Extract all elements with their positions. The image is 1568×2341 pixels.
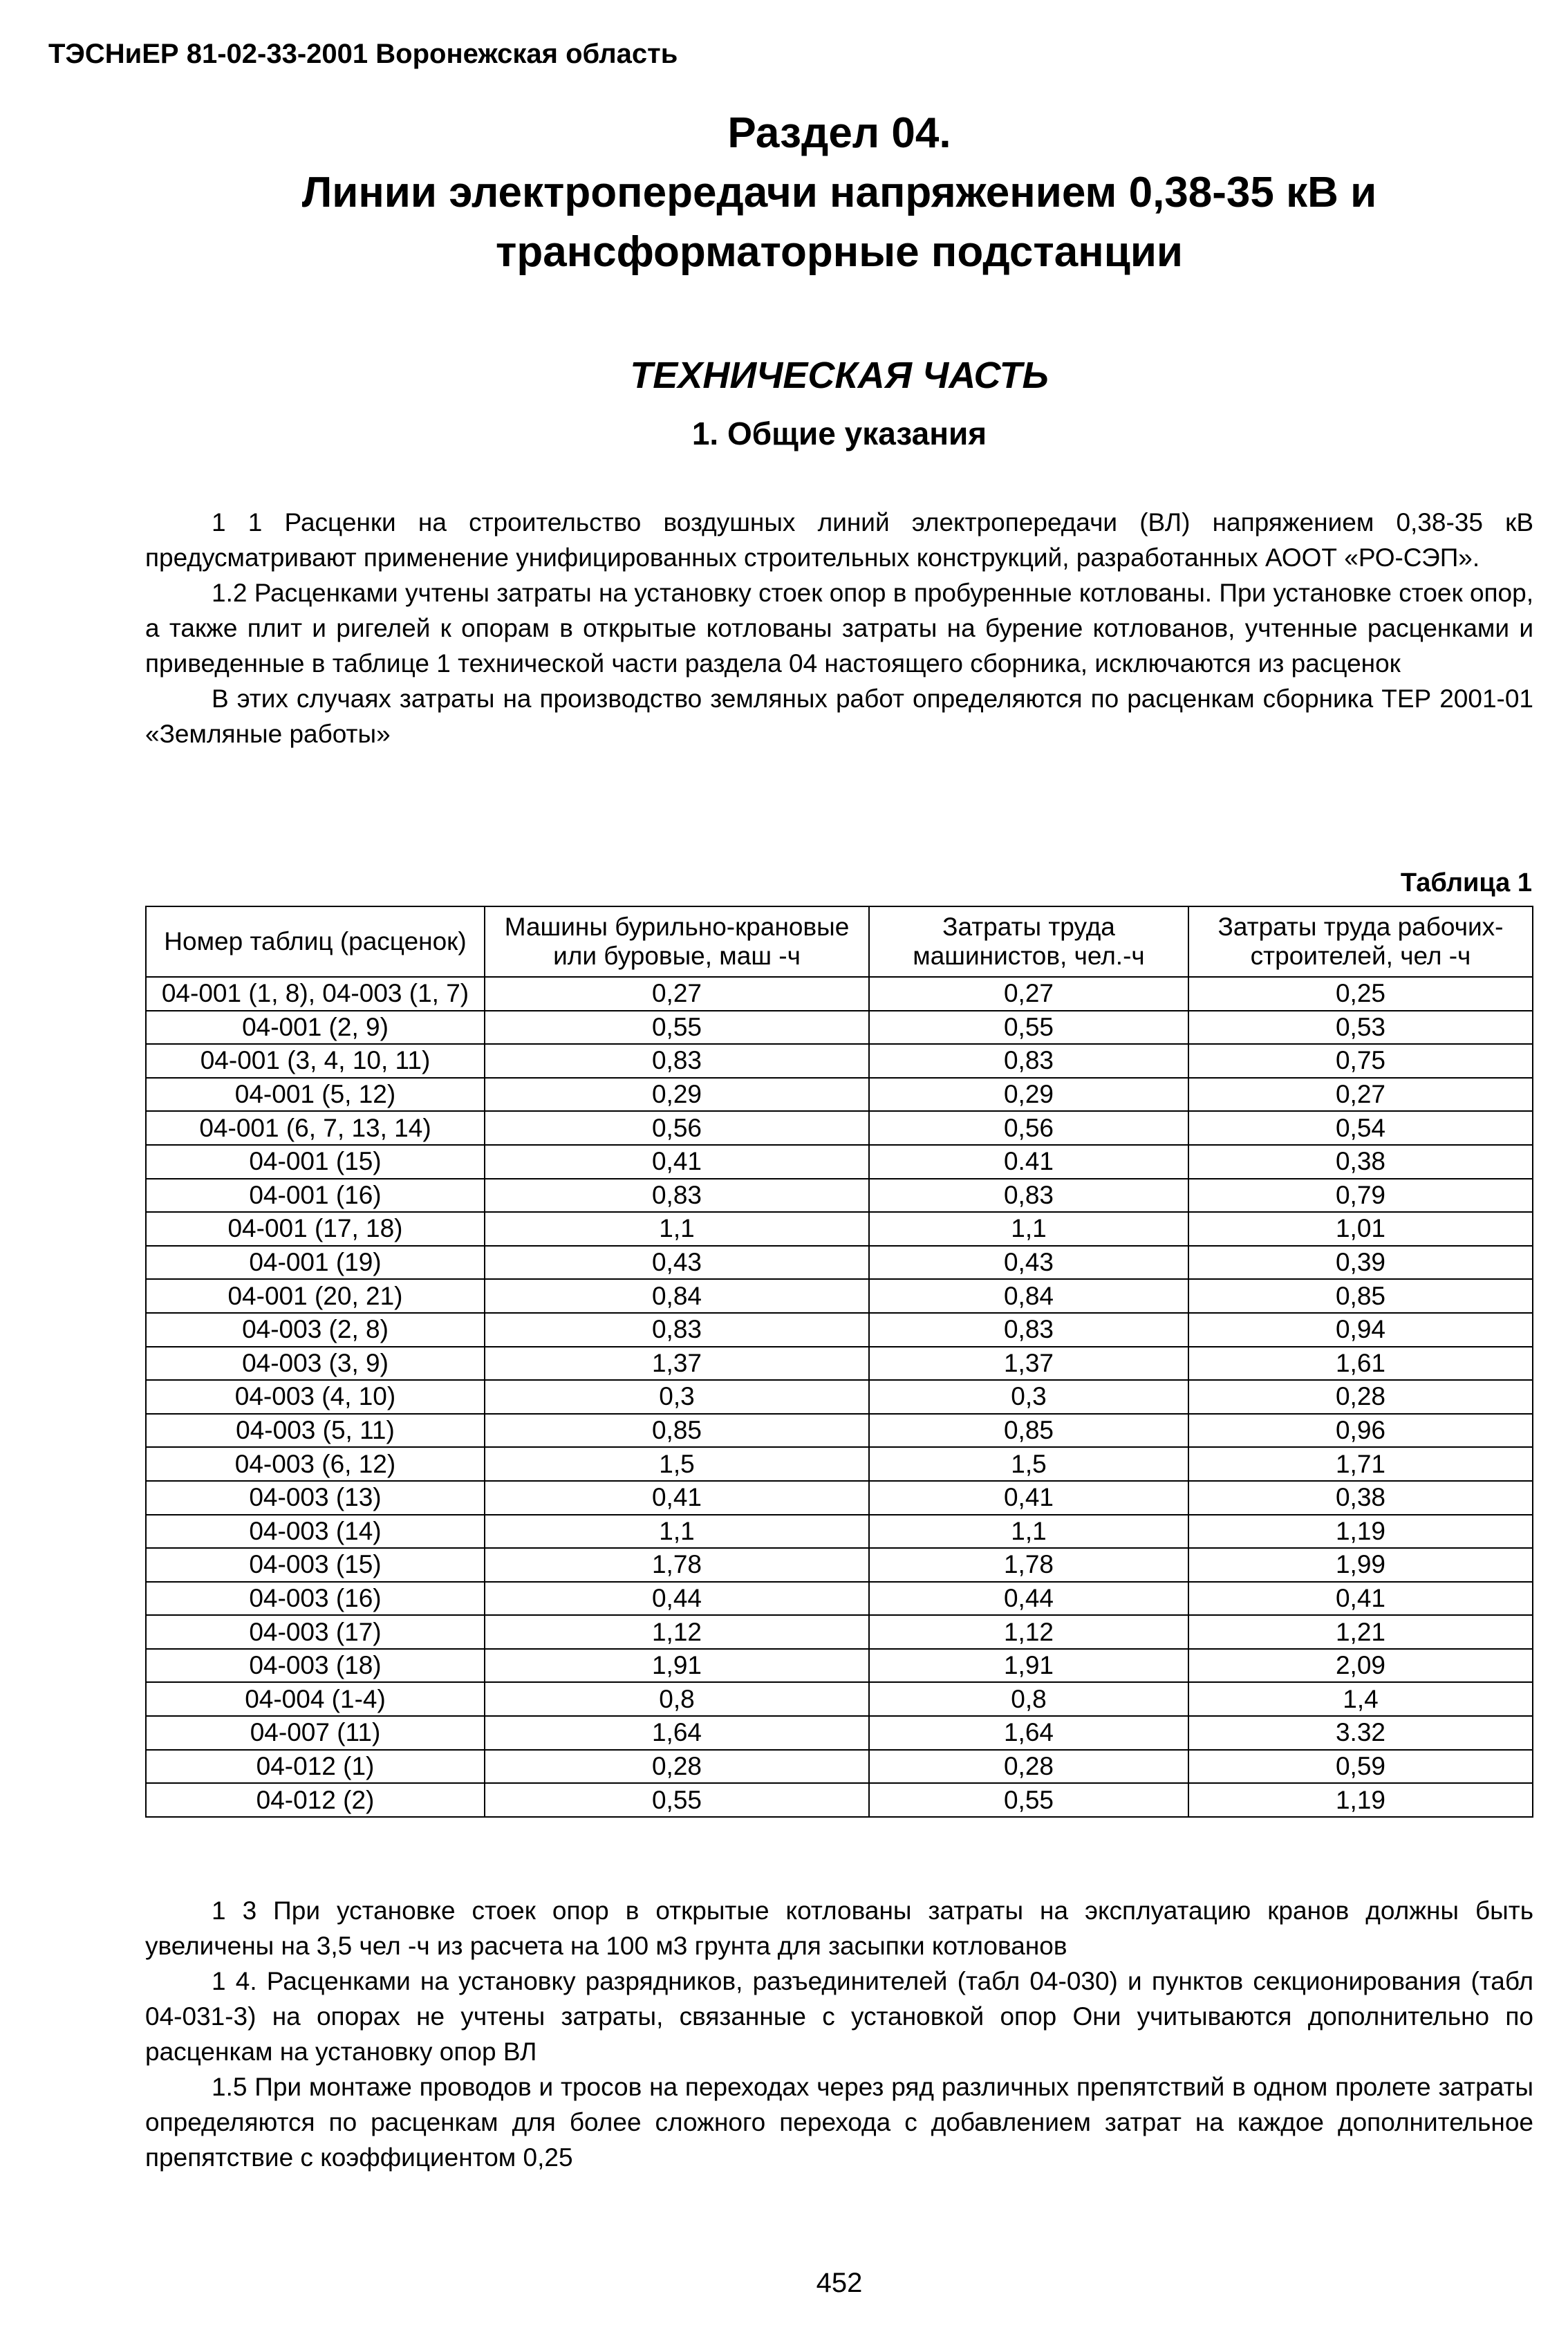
table-cell-value: 1,64: [869, 1716, 1188, 1750]
table-cell-value: 0,84: [485, 1279, 869, 1313]
table-cell-value: 0,55: [869, 1783, 1188, 1817]
table-cell-code: 04-004 (1-4): [146, 1682, 485, 1716]
table-cell-value: 1,71: [1188, 1447, 1533, 1481]
table-row: [146, 1279, 1533, 1313]
table-cell-value: 0,83: [485, 1179, 869, 1213]
table-cell-code: 04-001 (19): [146, 1246, 485, 1280]
table-cell-value: 0,29: [485, 1078, 869, 1112]
header-operator-labor: Затраты труда машинистов, чел.-ч: [869, 906, 1188, 977]
table-cell-value: 0,41: [485, 1145, 869, 1179]
header-worker-labor: Затраты труда рабочих-строителей, чел -ч: [1188, 906, 1533, 977]
table-cell-value: 1,12: [485, 1615, 869, 1649]
table-cell-code: 04-001 (1, 8), 04-003 (1, 7): [146, 977, 485, 1011]
table-cell-value: 0,55: [869, 1011, 1188, 1045]
table-cell-code: 04-001 (17, 18): [146, 1212, 485, 1246]
table-row: [146, 1347, 1533, 1381]
table-cell-value: 1,37: [869, 1347, 1188, 1381]
table-row: [146, 1145, 1533, 1179]
table-row: [146, 1548, 1533, 1582]
table-cell-code: 04-001 (2, 9): [146, 1011, 485, 1045]
table-cell-value: 0,43: [869, 1246, 1188, 1280]
table-cell-value: 0,84: [869, 1279, 1188, 1313]
table-cell-code: 04-001 (5, 12): [146, 1078, 485, 1112]
table-cell-value: 1,21: [1188, 1615, 1533, 1649]
table-cell-value: 0,27: [869, 977, 1188, 1011]
table-cell-code: 04-001 (20, 21): [146, 1279, 485, 1313]
table-cell-value: 1,91: [485, 1649, 869, 1683]
table-cell-value: 0,41: [485, 1481, 869, 1515]
table-cell-value: 1,19: [1188, 1515, 1533, 1549]
table-cell-value: 0,83: [869, 1179, 1188, 1213]
table-row: [146, 1044, 1533, 1078]
table-cell-code: 04-001 (16): [146, 1179, 485, 1213]
table-cell-value: 0,83: [869, 1313, 1188, 1347]
section-title: [145, 104, 1533, 282]
paragraph-1-4: 1 4. Расценками на установку разрядников, разъединителей (табл 04-030) и пунктов секционирования (табл 04-031-3) на опорах не учтены затраты, связанные с установкой опор Они учитываются дополнительно по расценкам на установку опор ВЛ: [145, 1967, 1533, 2066]
paragraph-earthwork: В этих случаях затраты на производство земляных работ определяются по расценкам сборника ТЕР 2001-01 «Земляные работы»: [145, 684, 1533, 748]
table-cell-code: 04-003 (16): [146, 1582, 485, 1616]
table-cell-code: 04-003 (3, 9): [146, 1347, 485, 1381]
table-cell-code: 04-001 (3, 4, 10, 11): [146, 1044, 485, 1078]
table-cell-value: 1,61: [1188, 1347, 1533, 1381]
table-cell-value: 1,5: [485, 1447, 869, 1481]
table-cell-code: 04-003 (18): [146, 1649, 485, 1683]
table-row: [146, 1582, 1533, 1616]
table-cell-code: 04-003 (15): [146, 1548, 485, 1582]
table-cell-value: 1,01: [1188, 1212, 1533, 1246]
table-cell-value: 0,29: [869, 1078, 1188, 1112]
table-caption: Таблица 1: [1400, 868, 1532, 897]
table-cell-value: 0,38: [1188, 1481, 1533, 1515]
table-row: [146, 1212, 1533, 1246]
table-row: [146, 1447, 1533, 1481]
table-cell-code: 04-003 (17): [146, 1615, 485, 1649]
table-cell-value: 0,75: [1188, 1044, 1533, 1078]
table-cell-code: 04-001 (15): [146, 1145, 485, 1179]
table-cell-value: 1,1: [869, 1515, 1188, 1549]
table-row: [146, 1313, 1533, 1347]
table-cell-code: 04-007 (11): [146, 1716, 485, 1750]
table-header-row: [146, 906, 1533, 977]
table-row: [146, 1414, 1533, 1448]
table-cell-value: 1,1: [485, 1515, 869, 1549]
table-cell-code: 04-003 (2, 8): [146, 1313, 485, 1347]
paragraph-1-2: 1.2 Расценками учтены затраты на установку стоек опор в пробуренные котлованы. При установке стоек опор, а также плит и ригелей к опорам в открытые котлованы затраты на бурение котлованов, учтенные расценками и приведенные в таблице 1 технической части раздела 04 настоящего сборника, исключаются из расценок: [145, 579, 1533, 678]
table-cell-value: 0,85: [869, 1414, 1188, 1448]
header-drilling-machines: Машины бурильно-крановые или буровые, маш -ч: [485, 906, 869, 977]
table-row: [146, 1011, 1533, 1045]
table-cell-value: 1,37: [485, 1347, 869, 1381]
table-cell-value: 1,64: [485, 1716, 869, 1750]
rates-table: [145, 906, 1533, 1818]
table-cell-value: 0,85: [1188, 1279, 1533, 1313]
table-body: [146, 977, 1533, 1817]
table-row: [146, 1078, 1533, 1112]
section-title-line-1: Раздел 04.: [727, 109, 951, 157]
table-cell-value: 0,3: [869, 1380, 1188, 1414]
table-cell-value: 0,83: [869, 1044, 1188, 1078]
table-row: [146, 1682, 1533, 1716]
paragraph-1-5: 1.5 При монтаже проводов и тросов на переходах через ряд различных препятствий в одном пролете затраты определяются по расценкам для более сложного перехода с добавлением затрат на каждое дополнительное препятствие с коэффициентом 0,25: [145, 2073, 1533, 2172]
table-cell-value: 0,59: [1188, 1750, 1533, 1784]
table-cell-value: 0,25: [1188, 977, 1533, 1011]
table-cell-value: 0,94: [1188, 1313, 1533, 1347]
paragraph-1-1: 1 1 Расценки на строительство воздушных линий электропередачи (ВЛ) напряжением 0,38-35 кВ предусматривают применение унифицированных строительных конструкций, разработанных АООТ «РО-СЭП».: [145, 508, 1533, 572]
table-cell-value: 0,41: [1188, 1582, 1533, 1616]
table-row: [146, 1750, 1533, 1784]
table-cell-value: 0,53: [1188, 1011, 1533, 1045]
table-cell-value: 0,27: [1188, 1078, 1533, 1112]
section-title-line-3: трансформаторные подстанции: [495, 228, 1184, 276]
table-cell-value: 0,83: [485, 1044, 869, 1078]
table-cell-value: 0,44: [485, 1582, 869, 1616]
table-cell-code: 04-003 (5, 11): [146, 1414, 485, 1448]
table-cell-value: 1,5: [869, 1447, 1188, 1481]
table-cell-value: 0,79: [1188, 1179, 1533, 1213]
table-cell-value: 0,55: [485, 1783, 869, 1817]
table-cell-value: 1,4: [1188, 1682, 1533, 1716]
paragraph-1-3: 1 3 При установке стоек опор в открытые котлованы затраты на эксплуатацию кранов должны быть увеличены на 3,5 чел -ч из расчета на 100 м3 грунта для засыпки котлованов: [145, 1896, 1533, 1960]
table-row: [146, 1246, 1533, 1280]
document-header: ТЭСНиЕР 81-02-33-2001 Воронежская область: [48, 39, 678, 69]
table-cell-value: 0,38: [1188, 1145, 1533, 1179]
table-cell-code: 04-003 (14): [146, 1515, 485, 1549]
table-cell-value: 0,56: [869, 1111, 1188, 1145]
table-cell-value: 0,54: [1188, 1111, 1533, 1145]
table-row: [146, 1481, 1533, 1515]
table-cell-value: 1,78: [485, 1548, 869, 1582]
table-cell-code: 04-001 (6, 7, 13, 14): [146, 1111, 485, 1145]
table-cell-value: 0,28: [869, 1750, 1188, 1784]
table-cell-value: 2,09: [1188, 1649, 1533, 1683]
table-cell-value: 0,39: [1188, 1246, 1533, 1280]
table-cell-value: 0,3: [485, 1380, 869, 1414]
table-cell-code: 04-012 (2): [146, 1783, 485, 1817]
table-cell-value: 1,1: [485, 1212, 869, 1246]
table-cell-value: 0,41: [869, 1481, 1188, 1515]
table-cell-value: 0,28: [485, 1750, 869, 1784]
table-cell-code: 04-012 (1): [146, 1750, 485, 1784]
general-instructions-heading: 1. Общие указания: [691, 416, 987, 451]
table-cell-value: 1,19: [1188, 1783, 1533, 1817]
table-cell-value: 1,78: [869, 1548, 1188, 1582]
table-cell-code: 04-003 (6, 12): [146, 1447, 485, 1481]
table-cell-code: 04-003 (13): [146, 1481, 485, 1515]
table-row: [146, 977, 1533, 1011]
table-cell-value: 1,91: [869, 1649, 1188, 1683]
intro-paragraphs: [145, 505, 1533, 752]
table-cell-value: 0,27: [485, 977, 869, 1011]
table-row: [146, 1515, 1533, 1549]
table-cell-value: 3.32: [1188, 1716, 1533, 1750]
section-title-line-2: Линии электропередачи напряжением 0,38-35 кВ и: [301, 169, 1377, 216]
table-cell-value: 0,56: [485, 1111, 869, 1145]
table-cell-value: 0,55: [485, 1011, 869, 1045]
table-row: [146, 1111, 1533, 1145]
table-row: [146, 1716, 1533, 1750]
table-row: [146, 1179, 1533, 1213]
table-cell-code: 04-003 (4, 10): [146, 1380, 485, 1414]
table-cell-value: 1,12: [869, 1615, 1188, 1649]
table-cell-value: 0,44: [869, 1582, 1188, 1616]
closing-paragraphs: [145, 1893, 1533, 2175]
table-cell-value: 0,85: [485, 1414, 869, 1448]
table-cell-value: 0,8: [869, 1682, 1188, 1716]
table-cell-value: 0,96: [1188, 1414, 1533, 1448]
table-cell-value: 0.41: [869, 1145, 1188, 1179]
table-row: [146, 1615, 1533, 1649]
table-row: [146, 1649, 1533, 1683]
table-cell-value: 1,99: [1188, 1548, 1533, 1582]
technical-part-heading: ТЕХНИЧЕСКАЯ ЧАСТЬ: [630, 355, 1049, 396]
table-cell-value: 0,43: [485, 1246, 869, 1280]
table-row: [146, 1783, 1533, 1817]
table-cell-value: 0,83: [485, 1313, 869, 1347]
page-number: 452: [816, 2268, 863, 2298]
table-cell-value: 0,28: [1188, 1380, 1533, 1414]
table-cell-value: 0,8: [485, 1682, 869, 1716]
header-table-numbers: Номер таблиц (расценок): [146, 906, 485, 977]
table-cell-value: 1,1: [869, 1212, 1188, 1246]
table-row: [146, 1380, 1533, 1414]
